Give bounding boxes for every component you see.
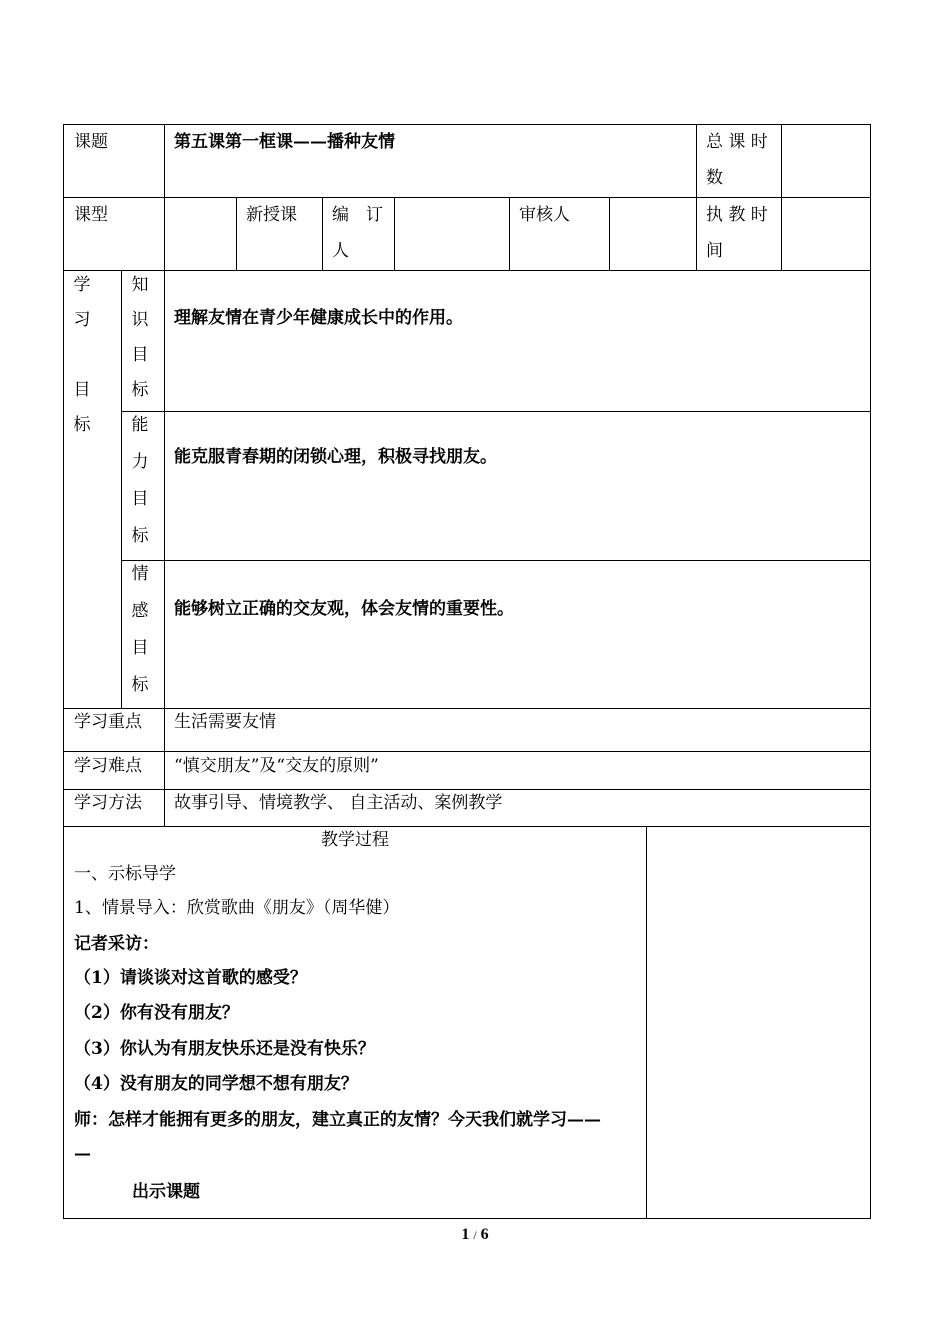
method-label: 学习方法: [74, 793, 142, 813]
page-separator: /: [473, 1228, 477, 1242]
process-bold-line: 师：怎样才能拥有更多的朋友，建立真正的友情？今天我们就学习——: [74, 1110, 601, 1130]
key-point-text: 生活需要友情: [174, 712, 276, 732]
exec-time-label: 执 教 时 间: [706, 205, 768, 261]
course-label: 课题: [74, 132, 108, 152]
method-text: 故事引导、情境教学、 自主活动、案例教学: [174, 793, 503, 813]
key-point-label: 学习重点: [74, 712, 142, 732]
type-value: 新授课: [246, 205, 297, 225]
process-line: 1、情景导入：欣赏歌曲《朋友》（周华健）: [74, 898, 400, 918]
process-bold-line: —: [74, 1144, 91, 1164]
editor-label: 编 订 人: [332, 205, 383, 261]
reviewer-label: 审核人: [519, 205, 570, 225]
process-line: 一、示标导学: [74, 864, 176, 884]
difficulty-label: 学习难点: [74, 756, 142, 776]
type-label: 课型: [74, 205, 108, 225]
process-bold-line: 记者采访：: [74, 934, 159, 954]
show-title-line: 出示课题: [132, 1182, 200, 1202]
process-bold-line: （3）你认为有朋友快乐还是没有快乐？: [74, 1039, 375, 1059]
difficulty-text: “慎交朋友”及“交友的原则”: [174, 756, 379, 776]
process-bold-line: （2）你有没有朋友？: [74, 1003, 239, 1023]
knowledge-goal-text: 理解友情在青少年健康成长中的作用。: [174, 308, 463, 328]
process-bold-line: （1）请谈谈对这首歌的感受？: [74, 968, 307, 988]
page-number: [0, 1226, 950, 1244]
document-page: 课题 第五课第一框课——播种友情 总 课 时 数 课型 新授课 编 订 人 审核人 执 教 时 间 学 习 目 标 知 识 目 标 理解友情在青少年健康成长中的作用。 能 力 目 标 能克服青春期的闭锁心理，积极寻找朋友。 情 感 目 标 能够树立正确的交友观，体会友情的重要性。 学习重点 生活需要友情 学习难点 “慎交朋友”及“交友的原则” 学习方法 故事引导、情境教学、 自主活动、案例教学 教学过程 一、示标导学 1、情景导入：欣赏歌曲《朋友》（周华健） 记者采访： （1）请谈谈对这首歌的感受？ （2）你有没有朋友？ （3）你认为有朋友快乐还是没有快乐？ （4）没有朋友的同学想不想有朋友？ 师：怎样才能拥有更多的朋友，建立真正的友情？今天我们就学习—— — 出示课题 1 / 6: [0, 0, 950, 1344]
process-title: 教学过程: [321, 830, 389, 850]
process-bold-line: （4）没有朋友的同学想不想有朋友？: [74, 1074, 358, 1094]
ability-goal-text: 能克服青春期的闭锁心理，积极寻找朋友。: [174, 447, 497, 467]
current-page: 1: [461, 1226, 470, 1243]
total-pages: 6: [480, 1226, 489, 1243]
total-hours-label: 总 课 时 数: [706, 132, 768, 188]
emotion-goal-text: 能够树立正确的交友观，体会友情的重要性。: [174, 599, 514, 619]
course-title: 第五课第一框课——播种友情: [174, 132, 395, 152]
